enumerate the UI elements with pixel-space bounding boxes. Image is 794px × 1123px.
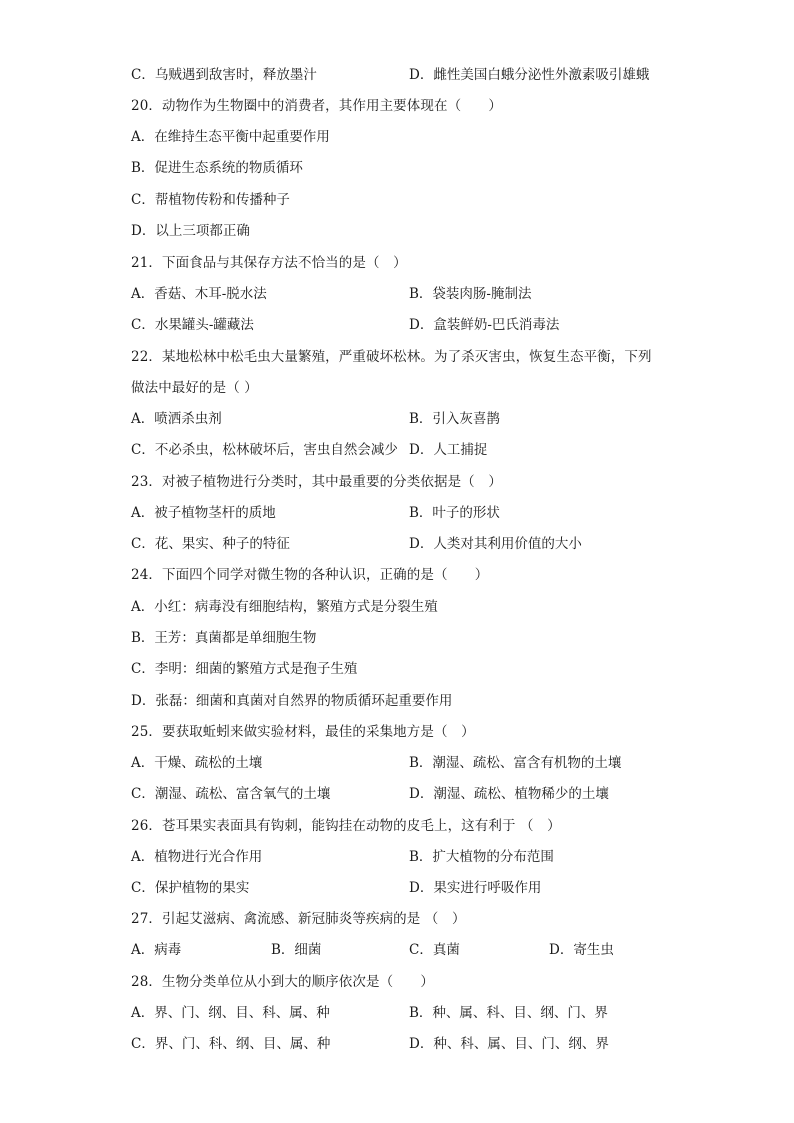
q24-option-a: A．小红：病毒没有细胞结构，繁殖方式是分裂生殖 — [131, 599, 438, 615]
q22-option-a: A．喷洒杀虫剂 — [131, 411, 222, 427]
q26-option-c: C．保护植物的果实 — [131, 880, 250, 896]
q21-stem: 21．下面食品与其保存方法不恰当的是（ ） — [131, 255, 407, 271]
q23-option-d: D．人类对其利用价值的大小 — [409, 536, 582, 552]
q26-option-b: B．扩大植物的分布范围 — [409, 849, 554, 865]
q20-option-d: D．以上三项都正确 — [131, 223, 250, 239]
q23-option-a: A．被子植物茎杆的质地 — [131, 505, 276, 521]
q20-option-b: B．促进生态系统的物质循环 — [131, 160, 303, 176]
q24-option-d: D．张磊：细菌和真菌对自然界的物质循环起重要作用 — [131, 693, 453, 709]
q23-stem: 23．对被子植物进行分类时，其中最重要的分类依据是（ ） — [131, 474, 502, 490]
q22-option-c: C．不必杀虫，松林破坏后，害虫自然会减少 — [131, 442, 398, 458]
q19-option-d: D．雌性美国白蛾分泌性外激素吸引雄蛾 — [409, 67, 650, 83]
q20-option-c: C．帮植物传粉和传播种子 — [131, 192, 290, 208]
q20-stem: 20．动物作为生物圈中的消费者，其作用主要体现在（ ） — [131, 98, 502, 114]
q22-stem-line1: 22．某地松林中松毛虫大量繁殖，严重破坏松林。为了杀灭害虫，恢复生态平衡，下列 — [131, 349, 652, 365]
q26-stem: 26．苍耳果实表面具有钩刺，能钩挂在动物的皮毛上，这有利于 （ ） — [131, 818, 561, 834]
q27-option-d: D．寄生虫 — [549, 942, 614, 958]
q21-option-d: D．盒装鲜奶-巴氏消毒法 — [409, 317, 560, 333]
q28-option-b: B．种、属、科、目、纲、门、界 — [409, 1005, 608, 1021]
q20-option-a: A．在维持生态平衡中起重要作用 — [131, 129, 330, 145]
q28-stem: 28．生物分类单位从小到大的顺序依次是（ ） — [131, 974, 434, 990]
q24-option-b: B．王芳：真菌都是单细胞生物 — [131, 630, 317, 646]
q28-option-c: C．界、门、科、纲、目、属、种 — [131, 1036, 331, 1052]
q23-option-c: C．花、果实、种子的特征 — [131, 536, 290, 552]
q22-option-d: D．人工捕捉 — [409, 442, 488, 458]
q24-option-c: C．李明：细菌的繁殖方式是孢子生殖 — [131, 661, 358, 677]
q21-option-b: B．袋装肉肠-腌制法 — [409, 286, 532, 302]
q25-option-d: D．潮湿、疏松、植物稀少的土壤 — [409, 786, 609, 802]
q22-stem-line2: 做法中最好的是（ ） — [131, 380, 258, 396]
q28-option-d: D．种、科、属、目、门、纲、界 — [409, 1036, 609, 1052]
q25-option-c: C．潮湿、疏松、富含氧气的土壤 — [131, 786, 331, 802]
q25-option-b: B．潮湿、疏松、富含有机物的土壤 — [409, 755, 622, 771]
q26-option-d: D．果实进行呼吸作用 — [409, 880, 542, 896]
q28-option-a: A．界、门、纲、目、科、属、种 — [131, 1005, 330, 1021]
q27-option-c: C．真菌 — [409, 942, 460, 958]
q27-stem: 27．引起艾滋病、禽流感、新冠肺炎等疾病的是 （ ） — [131, 911, 466, 927]
q23-option-b: B．叶子的形状 — [409, 505, 500, 521]
q21-option-a: A．香菇、木耳-脱水法 — [131, 286, 267, 302]
q21-option-c: C．水果罐头-罐藏法 — [131, 317, 254, 333]
q27-option-a: A．病毒 — [131, 942, 182, 958]
q27-option-b: B．细菌 — [271, 942, 322, 958]
q24-stem: 24．下面四个同学对微生物的各种认识，正确的是（ ） — [131, 567, 489, 583]
q19-option-c: C．乌贼遇到敌害时，释放墨汁 — [131, 67, 317, 83]
q26-option-a: A．植物进行光合作用 — [131, 849, 263, 865]
q25-option-a: A．干燥、疏松的土壤 — [131, 755, 263, 771]
q22-option-b: B．引入灰喜鹊 — [409, 411, 500, 427]
q25-stem: 25．要获取蚯蚓来做实验材料，最佳的采集地方是（ ） — [131, 724, 475, 740]
